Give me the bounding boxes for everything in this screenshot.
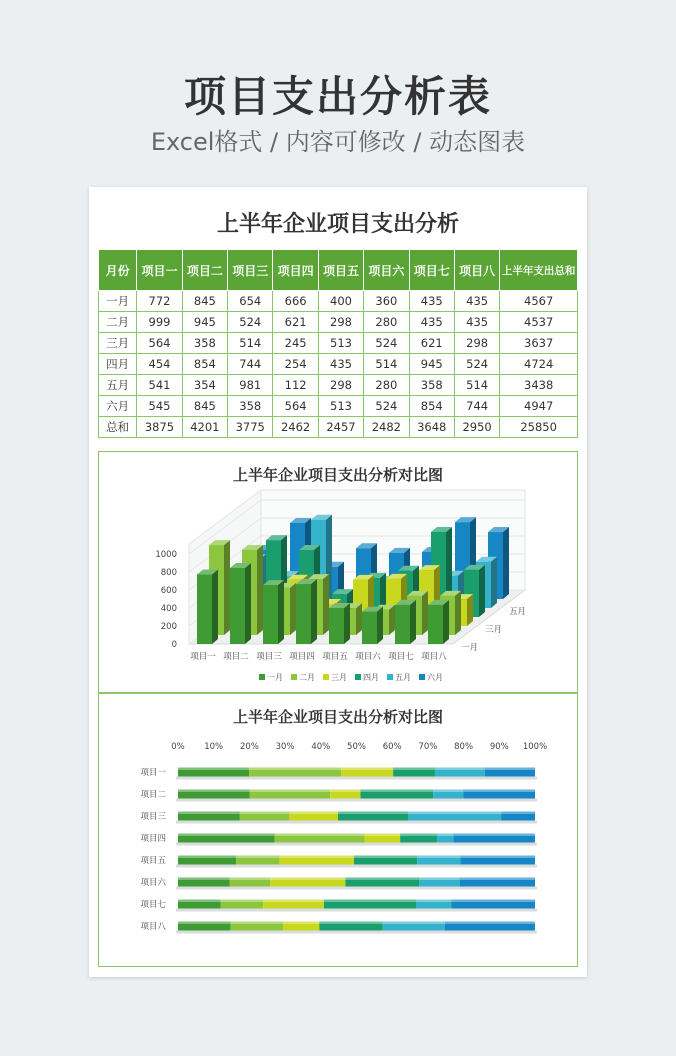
- table-cell: 999: [137, 312, 182, 333]
- bar-side: [443, 600, 449, 644]
- table-cell: 358: [228, 396, 273, 417]
- data-table: [98, 249, 578, 438]
- bar-highlight: [178, 856, 236, 859]
- depth-tick-label: 三月: [485, 625, 503, 635]
- bar-highlight: [365, 834, 401, 837]
- table-cell: 4947: [500, 396, 578, 417]
- table-cell: 3637: [500, 333, 578, 354]
- table-cell: 435: [454, 312, 499, 333]
- table-cell: 400: [318, 291, 363, 312]
- bar-highlight: [178, 812, 240, 815]
- table-cell: 524: [454, 354, 499, 375]
- bar-shadow: [176, 777, 537, 780]
- bar-highlight: [341, 768, 393, 771]
- y-tick-label: 项目五: [140, 856, 166, 866]
- bar-一月-项目七: [395, 605, 410, 644]
- legend-swatch: [387, 674, 393, 680]
- table-cell: 854: [182, 354, 227, 375]
- bar-highlight: [178, 900, 221, 903]
- page-subtitle: Excel格式 / 内容可修改 / 动态图表: [150, 128, 526, 156]
- table-cell: 254: [273, 354, 318, 375]
- x-tick-label: 项目四: [289, 652, 315, 662]
- table-header-row: [99, 250, 578, 291]
- chart-3d-title: 上半年企业项目支出分析对比图: [232, 466, 443, 484]
- header-cell: 项目三: [228, 250, 273, 291]
- x-tick-label: 10%: [204, 742, 224, 752]
- bar-一月-项目八: [428, 605, 443, 644]
- x-tick-label: 90%: [489, 742, 509, 752]
- legend-label: 二月: [299, 673, 315, 682]
- bar-highlight: [249, 768, 341, 771]
- bar-highlight: [485, 768, 535, 771]
- bar-highlight: [330, 790, 360, 793]
- table-cell: 3648: [409, 417, 454, 438]
- table-cell: 541: [137, 375, 182, 396]
- table-cell: 4567: [500, 291, 578, 312]
- bar-highlight: [383, 922, 445, 925]
- bar-highlight: [178, 790, 250, 793]
- bar-side: [455, 591, 461, 635]
- header-cell: 项目五: [318, 250, 363, 291]
- bar-highlight: [417, 856, 460, 859]
- bar-highlight: [240, 812, 290, 815]
- bar-highlight: [433, 790, 463, 793]
- bar-一月-项目六: [362, 612, 377, 644]
- bar-highlight: [178, 922, 231, 925]
- table-cell: 298: [318, 375, 363, 396]
- bar-highlight: [460, 878, 535, 881]
- table-cell: 666: [273, 291, 318, 312]
- table-cell: 2950: [454, 417, 499, 438]
- x-tick-label: 20%: [239, 742, 259, 752]
- header-cell: 项目六: [364, 250, 409, 291]
- bar-一月-项目五: [329, 608, 344, 644]
- bar-side: [422, 591, 428, 635]
- bar-highlight: [354, 856, 417, 859]
- bar-shadow: [176, 821, 537, 824]
- header-cell: 项目七: [409, 250, 454, 291]
- y-tick-label: 项目四: [140, 834, 166, 844]
- table-cell: 744: [454, 396, 499, 417]
- x-tick-label: 40%: [311, 742, 331, 752]
- depth-tick-label: 一月: [461, 643, 479, 653]
- bar-shadow: [176, 865, 537, 868]
- bar-highlight: [231, 922, 284, 925]
- chart-3d-panel: [98, 451, 578, 693]
- table-cell: 772: [137, 291, 182, 312]
- bar-side: [377, 607, 383, 644]
- table-cell: 358: [409, 375, 454, 396]
- bar-side: [311, 579, 317, 644]
- table-cell: 4537: [500, 312, 578, 333]
- table-cell: 981: [228, 375, 273, 396]
- table-cell: 621: [409, 333, 454, 354]
- bar-shadow: [176, 843, 537, 846]
- table-cell: 112: [273, 375, 318, 396]
- table-cell: 945: [409, 354, 454, 375]
- header-cell: 项目四: [273, 250, 318, 291]
- table-row: [99, 375, 578, 396]
- page-title: 项目支出分析表: [183, 72, 492, 121]
- bar-highlight: [279, 856, 354, 859]
- table-cell: 3775: [228, 417, 273, 438]
- header-cell: 项目二: [182, 250, 227, 291]
- table-cell: 435: [409, 291, 454, 312]
- header-cell: 上半年支出总和: [500, 250, 578, 291]
- table-cell: 513: [318, 333, 363, 354]
- bar-side: [257, 545, 263, 635]
- table-row: [99, 312, 578, 333]
- y-tick-label: 项目二: [140, 790, 166, 800]
- table-cell: 4201: [182, 417, 227, 438]
- bar-highlight: [345, 878, 419, 881]
- bar-highlight: [221, 900, 264, 903]
- table-cell: 845: [182, 396, 227, 417]
- y-tick-label: 400: [160, 604, 177, 614]
- table-cell: 514: [228, 333, 273, 354]
- y-tick-label: 200: [160, 622, 177, 632]
- table-cell: 514: [364, 354, 409, 375]
- bar-side: [503, 527, 509, 599]
- table-cell: 435: [318, 354, 363, 375]
- bar-highlight: [319, 922, 382, 925]
- table-cell: 514: [454, 375, 499, 396]
- header-cell: 项目一: [137, 250, 182, 291]
- bar-highlight: [178, 878, 230, 881]
- chart-3d-column: [99, 452, 577, 692]
- x-tick-label: 项目三: [256, 652, 282, 662]
- bar-side: [224, 540, 230, 635]
- bar-highlight: [460, 856, 535, 859]
- table-cell: 25850: [500, 417, 578, 438]
- legend-swatch: [291, 674, 297, 680]
- bar-highlight: [419, 878, 459, 881]
- table-cell: 854: [409, 396, 454, 417]
- x-tick-label: 50%: [347, 742, 366, 752]
- table-row: [99, 333, 578, 354]
- bar-side: [245, 563, 251, 644]
- bar-highlight: [393, 768, 435, 771]
- table-cell: 744: [228, 354, 273, 375]
- legend-label: 三月: [331, 673, 347, 682]
- table-cell: 245: [273, 333, 318, 354]
- row-label-cell: 五月: [99, 375, 137, 396]
- bar-highlight: [289, 812, 338, 815]
- bar-shadow: [176, 887, 537, 890]
- x-tick-label: 80%: [454, 742, 474, 752]
- table-cell: 524: [364, 396, 409, 417]
- bar-highlight: [230, 878, 270, 881]
- bar-side: [356, 603, 362, 635]
- y-tick-label: 项目七: [140, 900, 166, 910]
- table-cell: 454: [137, 354, 182, 375]
- table-cell: 360: [364, 291, 409, 312]
- table-row: [99, 291, 578, 312]
- table-row: [99, 396, 578, 417]
- row-label-cell: 总和: [99, 417, 137, 438]
- bar-一月-项目一: [197, 575, 212, 644]
- depth-tick-label: 五月: [509, 607, 527, 617]
- chart-percent-title: 上半年企业项目支出分析对比图: [232, 708, 443, 726]
- table-cell: 298: [454, 333, 499, 354]
- bar-highlight: [178, 768, 249, 771]
- legend-label: 四月: [363, 673, 379, 682]
- table-cell: 524: [228, 312, 273, 333]
- legend-swatch: [323, 674, 329, 680]
- x-tick-label: 60%: [382, 742, 402, 752]
- x-tick-label: 项目一: [190, 652, 216, 662]
- bar-一月-项目四: [296, 584, 311, 644]
- row-label-cell: 六月: [99, 396, 137, 417]
- table-cell: 354: [182, 375, 227, 396]
- bar-highlight: [451, 900, 535, 903]
- bar-highlight: [250, 790, 330, 793]
- y-tick-label: 项目六: [140, 878, 166, 888]
- table-cell: 3438: [500, 375, 578, 396]
- bar-highlight: [453, 834, 535, 837]
- bar-highlight: [408, 812, 501, 815]
- bar-一月-项目二: [230, 568, 245, 644]
- y-tick-label: 1000: [155, 550, 177, 560]
- table-cell: 845: [182, 291, 227, 312]
- table-row: [99, 354, 578, 375]
- y-tick-label: 0: [171, 640, 177, 650]
- bar-side: [278, 580, 284, 644]
- bar-highlight: [270, 878, 345, 881]
- table-cell: 358: [182, 333, 227, 354]
- table-row: [99, 417, 578, 438]
- table-cell: 4724: [500, 354, 578, 375]
- bar-side: [389, 605, 395, 635]
- y-tick-label: 600: [160, 586, 177, 596]
- legend-swatch: [419, 674, 425, 680]
- chart-percent-bar: [99, 694, 577, 966]
- bar-highlight: [283, 922, 319, 925]
- chart-percent-panel: [98, 693, 578, 967]
- bar-side: [491, 557, 497, 608]
- bar-side: [479, 565, 485, 617]
- table-cell: 435: [454, 291, 499, 312]
- table-cell: 2462: [273, 417, 318, 438]
- bar-highlight: [236, 856, 279, 859]
- bar-highlight: [400, 834, 437, 837]
- x-tick-label: 0%: [171, 742, 185, 752]
- x-tick-label: 项目八: [421, 652, 447, 662]
- x-tick-label: 30%: [275, 742, 295, 752]
- bar-side: [212, 570, 218, 644]
- row-label-cell: 三月: [99, 333, 137, 354]
- table-cell: 3875: [137, 417, 182, 438]
- bar-highlight: [501, 812, 535, 815]
- table-cell: 945: [182, 312, 227, 333]
- x-tick-label: 100%: [522, 742, 548, 752]
- legend-label: 五月: [395, 673, 411, 682]
- spreadsheet-preview: [89, 187, 587, 977]
- table-cell: 564: [273, 396, 318, 417]
- y-tick-label: 项目八: [140, 922, 166, 932]
- bar-side: [467, 594, 473, 626]
- table-cell: 513: [318, 396, 363, 417]
- row-label-cell: 一月: [99, 291, 137, 312]
- legend-label: 六月: [427, 673, 443, 682]
- row-label-cell: 四月: [99, 354, 137, 375]
- bar-side: [323, 574, 329, 635]
- bar-highlight: [445, 922, 535, 925]
- bar-shadow: [176, 931, 537, 934]
- table-cell: 2457: [318, 417, 363, 438]
- bar-highlight: [324, 900, 416, 903]
- y-tick-label: 800: [160, 568, 177, 578]
- table-cell: 524: [364, 333, 409, 354]
- legend-label: 一月: [267, 673, 283, 682]
- table-cell: 621: [273, 312, 318, 333]
- bar-highlight: [178, 834, 275, 837]
- bar-highlight: [361, 790, 434, 793]
- bar-highlight: [435, 768, 485, 771]
- bar-highlight: [437, 834, 453, 837]
- legend-swatch: [259, 674, 265, 680]
- x-tick-label: 项目五: [322, 652, 348, 662]
- x-tick-label: 项目二: [223, 652, 249, 662]
- table-cell: 280: [364, 375, 409, 396]
- header-cell: 项目八: [454, 250, 499, 291]
- bar-side: [344, 603, 350, 644]
- header-cell: 月份: [99, 250, 137, 291]
- bar-highlight: [338, 812, 408, 815]
- sheet-title: 上半年企业项目支出分析: [216, 212, 459, 237]
- x-tick-label: 项目六: [355, 652, 381, 662]
- table-cell: 654: [228, 291, 273, 312]
- table-cell: 435: [409, 312, 454, 333]
- table-cell: 2482: [364, 417, 409, 438]
- legend-swatch: [355, 674, 361, 680]
- table-cell: 545: [137, 396, 182, 417]
- table-cell: 280: [364, 312, 409, 333]
- x-tick-label: 项目七: [388, 652, 414, 662]
- bar-side: [290, 583, 296, 635]
- bar-一月-项目三: [263, 585, 278, 644]
- bar-shadow: [176, 799, 537, 802]
- bar-highlight: [463, 790, 535, 793]
- bar-side: [410, 600, 416, 644]
- table-cell: 298: [318, 312, 363, 333]
- bar-shadow: [176, 909, 537, 912]
- y-tick-label: 项目一: [140, 768, 166, 778]
- bar-highlight: [416, 900, 451, 903]
- row-label-cell: 二月: [99, 312, 137, 333]
- bar-highlight: [275, 834, 365, 837]
- y-tick-label: 项目三: [140, 812, 166, 822]
- bar-highlight: [263, 900, 324, 903]
- x-tick-label: 70%: [418, 742, 438, 752]
- table-cell: 564: [137, 333, 182, 354]
